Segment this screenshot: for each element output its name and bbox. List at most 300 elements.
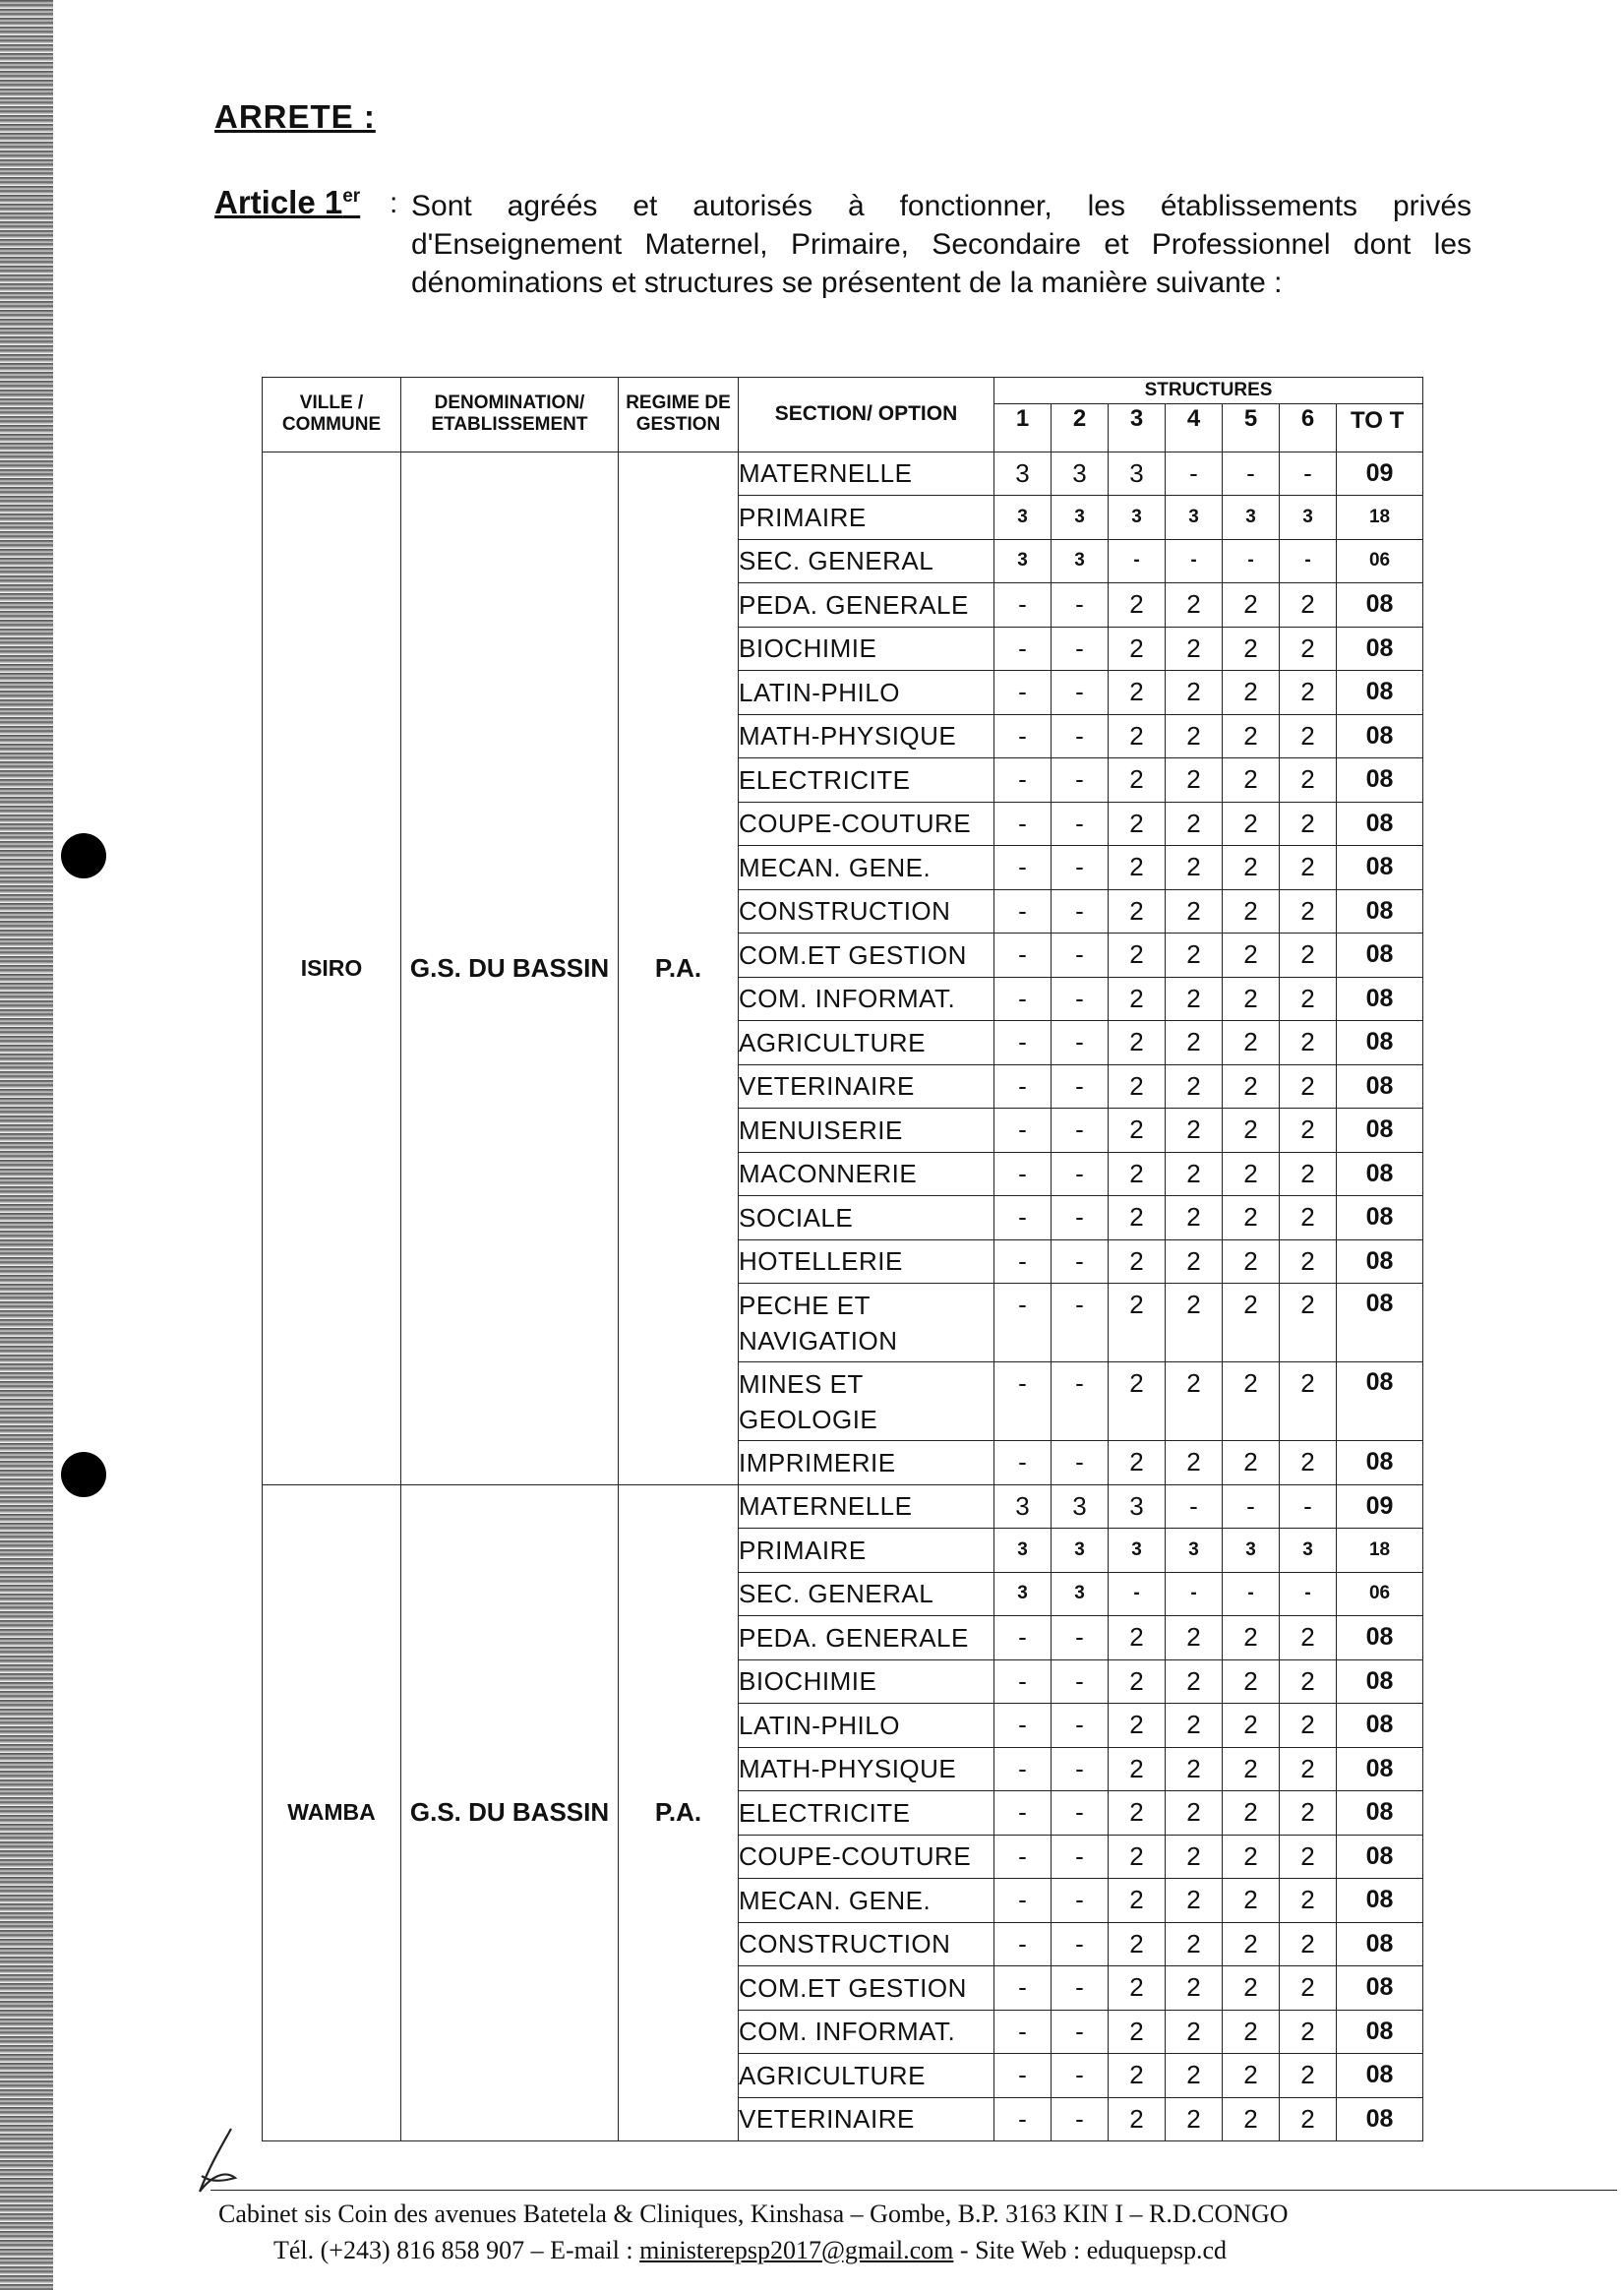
- cell-year-5: 3: [1223, 1529, 1280, 1573]
- cell-year-1: -: [994, 1835, 1052, 1879]
- cell-total: 08: [1337, 1835, 1423, 1879]
- footer-rule: [211, 2190, 1617, 2191]
- cell-total: 08: [1337, 1441, 1423, 1485]
- cell-section: VETERINAIRE: [739, 1064, 994, 1109]
- cell-total: 08: [1337, 1879, 1423, 1923]
- cell-year-1: -: [994, 934, 1052, 978]
- cell-year-1: -: [994, 1284, 1052, 1362]
- cell-year-3: 2: [1109, 1922, 1166, 1966]
- cell-total: 08: [1337, 1659, 1423, 1704]
- cell-year-5: 2: [1223, 934, 1280, 978]
- cell-year-4: -: [1166, 452, 1223, 496]
- cell-year-1: -: [994, 1196, 1052, 1240]
- cell-year-4: 2: [1166, 758, 1223, 803]
- cell-regime: P.A.: [619, 1484, 739, 2141]
- cell-year-4: 2: [1166, 977, 1223, 1021]
- cell-section: IMPRIMERIE: [739, 1441, 994, 1485]
- footer-phone: Tél. (+243) 816 858 907 – E-mail :: [273, 2236, 640, 2264]
- cell-section: SOCIALE: [739, 1196, 994, 1240]
- cell-year-5: 2: [1223, 1659, 1280, 1704]
- cell-total: 08: [1337, 2010, 1423, 2054]
- cell-year-1: -: [994, 671, 1052, 715]
- cell-year-5: 2: [1223, 1196, 1280, 1240]
- cell-section: CONSTRUCTION: [739, 889, 994, 934]
- cell-year-4: 2: [1166, 846, 1223, 890]
- cell-year-6: 2: [1280, 1747, 1337, 1791]
- cell-year-3: 2: [1109, 583, 1166, 628]
- header-year-2: 2: [1052, 404, 1109, 452]
- cell-section: MACONNERIE: [739, 1152, 994, 1196]
- cell-year-6: 2: [1280, 627, 1337, 671]
- cell-year-6: 2: [1280, 583, 1337, 628]
- cell-year-3: 2: [1109, 1021, 1166, 1065]
- cell-year-4: 2: [1166, 889, 1223, 934]
- cell-year-1: 3: [994, 1484, 1052, 1529]
- cell-year-4: 2: [1166, 1441, 1223, 1485]
- cell-year-1: -: [994, 1747, 1052, 1791]
- cell-year-2: -: [1052, 802, 1109, 846]
- cell-year-5: 2: [1223, 1791, 1280, 1836]
- cell-year-6: 2: [1280, 714, 1337, 758]
- cell-year-4: 2: [1166, 1109, 1223, 1153]
- cell-year-3: 3: [1109, 496, 1166, 540]
- cell-year-2: -: [1052, 1109, 1109, 1153]
- cell-year-3: 3: [1109, 1484, 1166, 1529]
- cell-year-3: 2: [1109, 1196, 1166, 1240]
- cell-year-1: -: [994, 1441, 1052, 1485]
- cell-year-4: 2: [1166, 1152, 1223, 1196]
- cell-section: ELECTRICITE: [739, 1791, 994, 1836]
- cell-year-3: 2: [1109, 1791, 1166, 1836]
- cell-year-6: 2: [1280, 846, 1337, 890]
- cell-section: COM.ET GESTION: [739, 934, 994, 978]
- cell-year-6: 2: [1280, 1966, 1337, 2011]
- cell-section: MECAN. GENE.: [739, 1879, 994, 1923]
- cell-year-2: -: [1052, 1659, 1109, 1704]
- cell-year-4: 2: [1166, 1966, 1223, 2011]
- cell-year-6: 2: [1280, 1239, 1337, 1284]
- cell-year-1: -: [994, 1791, 1052, 1836]
- cell-year-2: 3: [1052, 496, 1109, 540]
- cell-year-6: 2: [1280, 1196, 1337, 1240]
- cell-year-4: 2: [1166, 1835, 1223, 1879]
- cell-year-2: -: [1052, 758, 1109, 803]
- cell-year-5: 2: [1223, 2010, 1280, 2054]
- cell-total: 08: [1337, 934, 1423, 978]
- cell-year-5: 2: [1223, 1284, 1280, 1362]
- cell-total: 18: [1337, 496, 1423, 540]
- cell-total: 18: [1337, 1529, 1423, 1573]
- cell-year-5: 3: [1223, 496, 1280, 540]
- cell-year-4: 2: [1166, 1747, 1223, 1791]
- cell-total: 08: [1337, 1109, 1423, 1153]
- cell-total: 06: [1337, 1572, 1423, 1616]
- cell-year-5: 2: [1223, 2097, 1280, 2141]
- cell-year-4: 2: [1166, 1616, 1223, 1660]
- cell-section: LATIN-PHILO: [739, 671, 994, 715]
- cell-year-1: 3: [994, 496, 1052, 540]
- cell-year-3: 2: [1109, 2010, 1166, 2054]
- cell-year-6: 2: [1280, 1152, 1337, 1196]
- cell-total: 09: [1337, 1484, 1423, 1529]
- cell-year-5: 2: [1223, 846, 1280, 890]
- cell-year-1: -: [994, 1064, 1052, 1109]
- cell-year-1: -: [994, 627, 1052, 671]
- cell-year-5: 2: [1223, 1239, 1280, 1284]
- cell-year-1: -: [994, 1021, 1052, 1065]
- header-regime: REGIME DE GESTION: [619, 378, 739, 452]
- cell-year-1: -: [994, 1616, 1052, 1660]
- cell-year-1: -: [994, 889, 1052, 934]
- cell-year-6: 2: [1280, 758, 1337, 803]
- header-year-6: 6: [1280, 404, 1337, 452]
- cell-total: 08: [1337, 671, 1423, 715]
- cell-year-3: 2: [1109, 1109, 1166, 1153]
- cell-year-2: -: [1052, 583, 1109, 628]
- cell-total: 08: [1337, 1362, 1423, 1441]
- cell-total: 08: [1337, 977, 1423, 1021]
- cell-year-2: -: [1052, 1284, 1109, 1362]
- cell-year-4: 2: [1166, 802, 1223, 846]
- cell-year-6: 3: [1280, 496, 1337, 540]
- cell-year-5: 2: [1223, 1064, 1280, 1109]
- cell-year-3: 2: [1109, 627, 1166, 671]
- cell-section: MATERNELLE: [739, 452, 994, 496]
- cell-total: 08: [1337, 1152, 1423, 1196]
- header-section: SECTION/ OPTION: [739, 378, 994, 452]
- cell-year-3: 2: [1109, 1239, 1166, 1284]
- cell-year-4: 2: [1166, 1239, 1223, 1284]
- cell-year-2: 3: [1052, 539, 1109, 583]
- cell-year-1: -: [994, 1922, 1052, 1966]
- table-row: [263, 452, 1423, 496]
- cell-year-2: -: [1052, 1196, 1109, 1240]
- cell-section: MATH-PHYSIQUE: [739, 714, 994, 758]
- cell-denomination: G.S. DU BASSIN: [401, 1484, 619, 2141]
- cell-section: PRIMAIRE: [739, 496, 994, 540]
- cell-year-3: 2: [1109, 1152, 1166, 1196]
- cell-year-2: -: [1052, 2054, 1109, 2098]
- cell-year-5: 2: [1223, 583, 1280, 628]
- cell-year-3: 2: [1109, 1747, 1166, 1791]
- cell-year-3: 2: [1109, 1362, 1166, 1441]
- cell-year-1: 3: [994, 1572, 1052, 1616]
- cell-year-4: 2: [1166, 1362, 1223, 1441]
- cell-year-5: 2: [1223, 1441, 1280, 1485]
- cell-year-2: 3: [1052, 1572, 1109, 1616]
- cell-year-3: 2: [1109, 714, 1166, 758]
- cell-year-6: 2: [1280, 1616, 1337, 1660]
- cell-year-2: -: [1052, 1021, 1109, 1065]
- cell-total: 08: [1337, 714, 1423, 758]
- cell-year-1: -: [994, 1704, 1052, 1748]
- cell-year-3: 2: [1109, 1835, 1166, 1879]
- cell-year-4: 2: [1166, 2010, 1223, 2054]
- header-year-4: 4: [1166, 404, 1223, 452]
- cell-year-1: -: [994, 846, 1052, 890]
- footer-contact: [273, 2233, 1227, 2268]
- cell-year-3: 3: [1109, 1529, 1166, 1573]
- cell-year-3: 2: [1109, 1616, 1166, 1660]
- cell-year-6: 2: [1280, 1021, 1337, 1065]
- cell-year-2: -: [1052, 1966, 1109, 2011]
- cell-year-5: 2: [1223, 1362, 1280, 1441]
- cell-section: COUPE-COUTURE: [739, 1835, 994, 1879]
- cell-year-3: 2: [1109, 934, 1166, 978]
- cell-year-5: 2: [1223, 977, 1280, 1021]
- cell-year-6: -: [1280, 539, 1337, 583]
- cell-year-1: -: [994, 2097, 1052, 2141]
- cell-year-6: 2: [1280, 1109, 1337, 1153]
- cell-year-6: 2: [1280, 1284, 1337, 1362]
- cell-year-5: 2: [1223, 1704, 1280, 1748]
- cell-year-2: -: [1052, 889, 1109, 934]
- cell-section: PEDA. GENERALE: [739, 583, 994, 628]
- cell-year-6: 2: [1280, 1441, 1337, 1485]
- cell-year-1: -: [994, 758, 1052, 803]
- cell-section: SEC. GENERAL: [739, 539, 994, 583]
- cell-year-5: 2: [1223, 1922, 1280, 1966]
- cell-section: COUPE-COUTURE: [739, 802, 994, 846]
- header-total: TO T: [1337, 404, 1423, 452]
- cell-year-6: -: [1280, 1484, 1337, 1529]
- cell-total: 08: [1337, 2097, 1423, 2141]
- cell-year-4: 2: [1166, 583, 1223, 628]
- arrete-heading: ARRETE :: [214, 98, 376, 135]
- cell-year-2: -: [1052, 1239, 1109, 1284]
- footer-address: Cabinet sis Coin des avenues Batetela & Cliniques, Kinshasa – Gombe, B.P. 3163 KIN I – R.D.CONGO: [218, 2200, 1289, 2228]
- cell-section: SEC. GENERAL: [739, 1572, 994, 1616]
- cell-total: 08: [1337, 1284, 1423, 1362]
- cell-year-2: -: [1052, 1616, 1109, 1660]
- cell-total: 08: [1337, 758, 1423, 803]
- cell-year-5: -: [1223, 452, 1280, 496]
- cell-year-4: 2: [1166, 1791, 1223, 1836]
- cell-year-4: 2: [1166, 1659, 1223, 1704]
- structures-table: [262, 377, 1423, 2141]
- cell-section: VETERINAIRE: [739, 2097, 994, 2141]
- cell-section: PEDA. GENERALE: [739, 1616, 994, 1660]
- cell-ville: WAMBA: [263, 1484, 401, 2141]
- cell-year-1: 3: [994, 539, 1052, 583]
- cell-year-5: 2: [1223, 627, 1280, 671]
- cell-year-6: 2: [1280, 1791, 1337, 1836]
- cell-year-4: 2: [1166, 1284, 1223, 1362]
- cell-year-3: 2: [1109, 671, 1166, 715]
- cell-year-4: 3: [1166, 1529, 1223, 1573]
- cell-year-6: 2: [1280, 889, 1337, 934]
- cell-year-2: -: [1052, 1747, 1109, 1791]
- table-body: [263, 452, 1423, 2141]
- cell-year-1: -: [994, 2054, 1052, 2098]
- cell-year-4: 2: [1166, 2054, 1223, 2098]
- cell-total: 08: [1337, 1704, 1423, 1748]
- cell-year-3: 2: [1109, 977, 1166, 1021]
- cell-year-5: 2: [1223, 1835, 1280, 1879]
- cell-year-6: 2: [1280, 1362, 1337, 1441]
- cell-year-3: 2: [1109, 1966, 1166, 2011]
- cell-year-1: 3: [994, 452, 1052, 496]
- cell-section: PECHE ET NAVIGATION: [739, 1284, 994, 1362]
- cell-year-5: 2: [1223, 1616, 1280, 1660]
- cell-year-6: 2: [1280, 2097, 1337, 2141]
- cell-year-3: 2: [1109, 1284, 1166, 1362]
- cell-total: 08: [1337, 627, 1423, 671]
- cell-year-6: -: [1280, 1572, 1337, 1616]
- cell-section: PRIMAIRE: [739, 1529, 994, 1573]
- cell-year-6: 2: [1280, 1704, 1337, 1748]
- cell-year-2: -: [1052, 977, 1109, 1021]
- article-label: [214, 184, 360, 221]
- cell-section: BIOCHIMIE: [739, 1659, 994, 1704]
- article-colon: :: [390, 187, 398, 219]
- header-denomination: DENOMINATION/ ETABLISSEMENT: [401, 378, 619, 452]
- cell-section: CONSTRUCTION: [739, 1922, 994, 1966]
- article-label-text: Article 1: [214, 184, 343, 220]
- cell-year-6: 2: [1280, 1835, 1337, 1879]
- cell-year-2: -: [1052, 934, 1109, 978]
- cell-year-1: -: [994, 1966, 1052, 2011]
- cell-ville: ISIRO: [263, 452, 401, 1484]
- cell-year-2: -: [1052, 1064, 1109, 1109]
- cell-year-4: -: [1166, 539, 1223, 583]
- article-label-sup: er: [342, 186, 361, 207]
- cell-year-5: 2: [1223, 1879, 1280, 1923]
- cell-year-6: -: [1280, 452, 1337, 496]
- cell-year-4: 3: [1166, 496, 1223, 540]
- cell-year-3: -: [1109, 1572, 1166, 1616]
- cell-total: 06: [1337, 539, 1423, 583]
- cell-year-3: 2: [1109, 1659, 1166, 1704]
- cell-total: 08: [1337, 2054, 1423, 2098]
- cell-year-6: 2: [1280, 1879, 1337, 1923]
- cell-year-1: -: [994, 583, 1052, 628]
- cell-year-4: -: [1166, 1484, 1223, 1529]
- cell-section: AGRICULTURE: [739, 2054, 994, 2098]
- cell-year-4: 2: [1166, 627, 1223, 671]
- cell-section: BIOCHIMIE: [739, 627, 994, 671]
- cell-section: MINES ET GEOLOGIE: [739, 1362, 994, 1441]
- cell-year-2: -: [1052, 714, 1109, 758]
- cell-year-1: -: [994, 1659, 1052, 1704]
- cell-year-6: 2: [1280, 934, 1337, 978]
- cell-year-6: 3: [1280, 1529, 1337, 1573]
- cell-year-5: 2: [1223, 1021, 1280, 1065]
- cell-year-5: 2: [1223, 1747, 1280, 1791]
- header-structures: STRUCTURES: [994, 378, 1423, 404]
- cell-total: 08: [1337, 583, 1423, 628]
- cell-section: ELECTRICITE: [739, 758, 994, 803]
- cell-year-5: 2: [1223, 758, 1280, 803]
- cell-year-5: 2: [1223, 1152, 1280, 1196]
- cell-year-1: -: [994, 802, 1052, 846]
- header-year-3: 3: [1109, 404, 1166, 452]
- header-year-5: 5: [1223, 404, 1280, 452]
- cell-total: 08: [1337, 1966, 1423, 2011]
- cell-denomination: G.S. DU BASSIN: [401, 452, 619, 1484]
- cell-year-3: 2: [1109, 1704, 1166, 1748]
- cell-total: 08: [1337, 802, 1423, 846]
- cell-year-1: -: [994, 2010, 1052, 2054]
- cell-year-2: -: [1052, 1922, 1109, 1966]
- cell-year-3: 2: [1109, 2097, 1166, 2141]
- scan-edge-artifact: [0, 0, 53, 2290]
- table-row: [263, 1484, 1423, 1529]
- cell-year-3: 2: [1109, 1879, 1166, 1923]
- article-body: Sont agréés et autorisés à fonctionner, les établissements privés d'Enseignement Maternel, Primaire, Secondaire et Professionnel dont les dénominations et structures se présentent de la manière suivante :: [411, 190, 1472, 299]
- cell-section: LATIN-PHILO: [739, 1704, 994, 1748]
- cell-year-4: 2: [1166, 1879, 1223, 1923]
- cell-year-4: 2: [1166, 671, 1223, 715]
- cell-year-1: -: [994, 714, 1052, 758]
- footer-email-link[interactable]: ministerepsp2017@gmail.com: [639, 2236, 954, 2264]
- cell-total: 08: [1337, 889, 1423, 934]
- cell-year-2: -: [1052, 1879, 1109, 1923]
- cell-year-5: 2: [1223, 1966, 1280, 2011]
- cell-year-1: -: [994, 1879, 1052, 1923]
- cell-section: AGRICULTURE: [739, 1021, 994, 1065]
- cell-total: 08: [1337, 1196, 1423, 1240]
- cell-year-2: -: [1052, 2097, 1109, 2141]
- cell-year-2: -: [1052, 2010, 1109, 2054]
- cell-year-3: 2: [1109, 758, 1166, 803]
- cell-year-3: 3: [1109, 452, 1166, 496]
- cell-section: COM. INFORMAT.: [739, 977, 994, 1021]
- cell-year-5: 2: [1223, 889, 1280, 934]
- cell-section: MECAN. GENE.: [739, 846, 994, 890]
- cell-year-5: 2: [1223, 2054, 1280, 2098]
- cell-year-4: 2: [1166, 1021, 1223, 1065]
- cell-year-3: 2: [1109, 889, 1166, 934]
- cell-total: 08: [1337, 1616, 1423, 1660]
- cell-year-3: 2: [1109, 1441, 1166, 1485]
- cell-year-2: -: [1052, 846, 1109, 890]
- cell-year-6: 2: [1280, 2010, 1337, 2054]
- cell-year-4: 2: [1166, 2097, 1223, 2141]
- cell-year-2: 3: [1052, 1484, 1109, 1529]
- cell-year-2: -: [1052, 1704, 1109, 1748]
- cell-total: 08: [1337, 1922, 1423, 1966]
- cell-section: HOTELLERIE: [739, 1239, 994, 1284]
- cell-year-6: 2: [1280, 977, 1337, 1021]
- cell-year-1: 3: [994, 1529, 1052, 1573]
- cell-total: 09: [1337, 452, 1423, 496]
- cell-year-1: -: [994, 1239, 1052, 1284]
- cell-total: 08: [1337, 1064, 1423, 1109]
- cell-year-5: -: [1223, 1484, 1280, 1529]
- punch-hole: [61, 1452, 106, 1497]
- cell-year-5: -: [1223, 1572, 1280, 1616]
- cell-year-6: 2: [1280, 1659, 1337, 1704]
- header-ville: VILLE / COMMUNE: [263, 378, 401, 452]
- cell-year-1: -: [994, 1152, 1052, 1196]
- cell-year-4: 2: [1166, 714, 1223, 758]
- cell-year-2: 3: [1052, 1529, 1109, 1573]
- cell-total: 08: [1337, 1747, 1423, 1791]
- cell-year-1: -: [994, 1109, 1052, 1153]
- cell-year-5: 2: [1223, 802, 1280, 846]
- cell-year-4: 2: [1166, 1922, 1223, 1966]
- cell-year-4: 2: [1166, 1064, 1223, 1109]
- cell-year-2: -: [1052, 1362, 1109, 1441]
- cell-year-1: -: [994, 977, 1052, 1021]
- cell-year-5: 2: [1223, 671, 1280, 715]
- cell-year-6: 2: [1280, 1922, 1337, 1966]
- cell-year-6: 2: [1280, 1064, 1337, 1109]
- punch-hole: [61, 833, 106, 878]
- cell-year-2: -: [1052, 1152, 1109, 1196]
- cell-regime: P.A.: [619, 452, 739, 1484]
